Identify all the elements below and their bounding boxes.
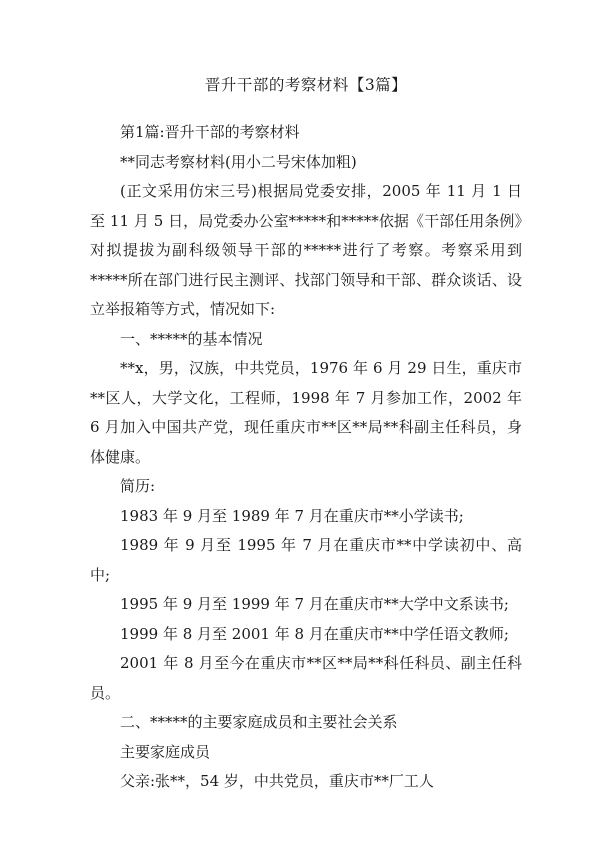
paragraph-family-subheading: 主要家庭成员 [120, 742, 211, 761]
resume-item: 1989 年 9 月至 1995 年 7 月在重庆市**中学读初中、高中; [90, 536, 522, 584]
paragraph-section-heading: 第1篇:晋升干部的考察材料 [120, 123, 300, 141]
paragraph-family-heading: 二、*****的主要家庭成员和主要社会关系 [120, 713, 398, 731]
paragraph-basic-info: **x，男，汉族，中共党员，1976 年 6 月 29 日生，重庆市**区人，大学文化，工程师，1998 年 7 月参加工作，2002 年 6 月加入中国共产党，现任重庆市**区**局**科副主任科员，身体健康。 [90, 359, 522, 466]
document-page [90, 0, 522, 850]
paragraph-family-member: 父亲:张**，54 岁，中共党员，重庆市**厂工人 [120, 772, 434, 790]
resume-item: 1995 年 9 月至 1999 年 7 月在重庆市**大学中文系读书; [120, 595, 509, 613]
paragraph-material-title: **同志考察材料(用小二号宋体加粗) [120, 152, 357, 171]
resume-item: 2001 年 8 月至今在重庆市**区**局**科任科员、副主任科员。 [90, 654, 522, 702]
paragraph-basic-info-heading: 一、*****的基本情况 [120, 329, 263, 348]
resume-item: 1999 年 8 月至 2001 年 8 月在重庆市**中学任语文教师; [120, 624, 509, 643]
paragraph-intro: (正文采用仿宋三号)根据局党委安排，2005 年 11 月 1 日至 11 月 5 日，局党委办公室*****和*****依据《干部任用条例》对拟提拔为副科级领导干部的*****进行了考察。考察采用到*****所在部门进行民主测评、找部门领导和干部、群众谈话、设立举报箱等方式，情况如下: [90, 182, 522, 318]
resume-item: 1983 年 9 月至 1989 年 7 月在重庆市**小学读书; [120, 506, 464, 525]
document-title: 晋升干部的考察材料【3篇】 [204, 76, 408, 94]
paragraph-resume-heading: 简历: [120, 477, 156, 495]
document-body [90, 118, 522, 797]
